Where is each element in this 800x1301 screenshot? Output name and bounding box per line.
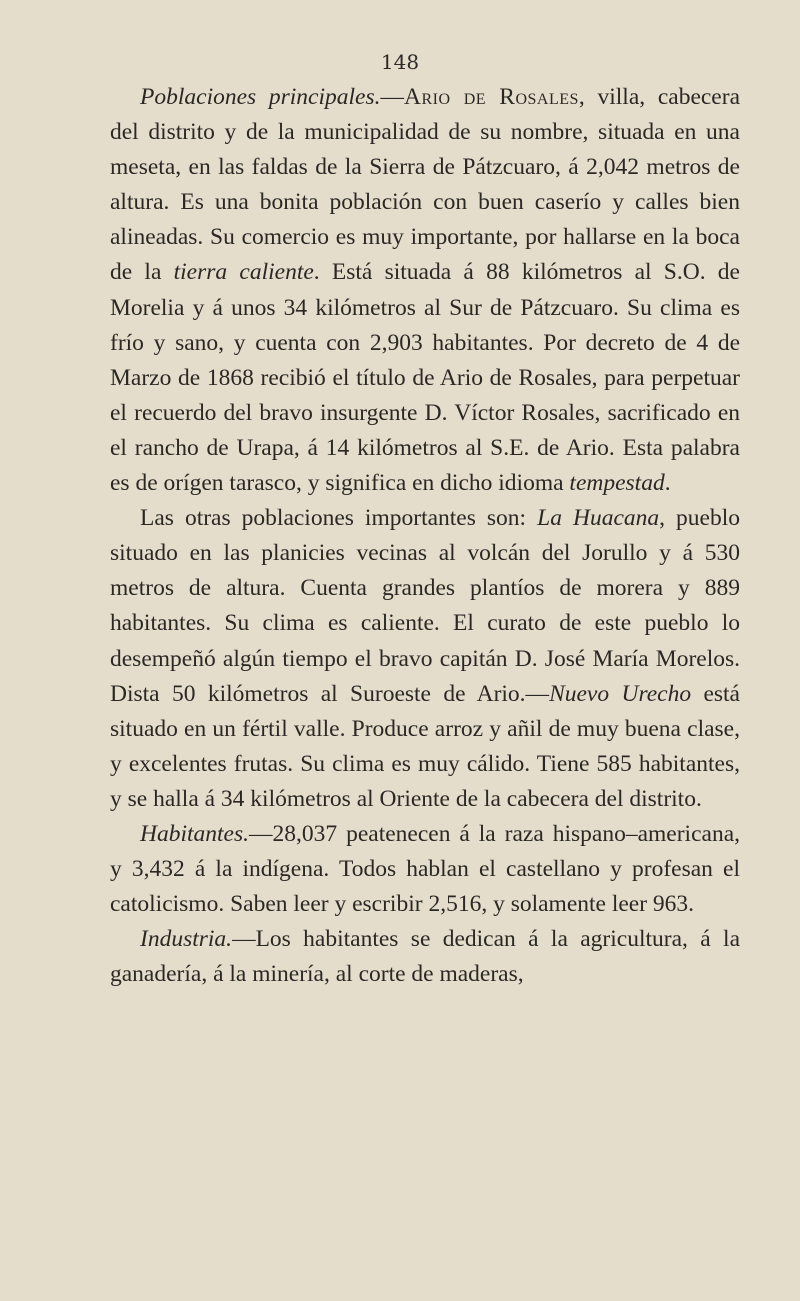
paragraph-text: —28,037 peatenecen á la raza hispano–americana, y 3,432 á la indígena. Todos hablan el castellano y profesan el catolicismo. Saben leer y escribir 2,516, y solamente leer 963. xyxy=(110,820,740,918)
section-heading: Habitantes. xyxy=(140,820,250,847)
paragraph-text: . Está situada á 88 kilómetros al S.O. de Morelia y á unos 34 kilómetros al Sur de Pátzcuaro. Su clima es frío y sano, y cuenta con 2,903 habitantes. Por decreto de 4 de Marzo de 1868 recibió el título de Ario de Rosales, para perpetuar el recuerdo del bravo insurgente D. Víctor Rosales, sacrificado en el rancho de Urapa, á 14 kilómetros al S.E. de Ario. Esta palabra es de orígen tarasco, y significa en dicho idioma xyxy=(110,259,740,497)
section-heading: Poblaciones principales. xyxy=(140,84,381,110)
italic-term: La Huacana xyxy=(537,505,660,532)
italic-term: tempestad xyxy=(569,470,665,497)
em-dash: — xyxy=(380,84,404,110)
italic-term: tierra caliente xyxy=(173,259,314,286)
paragraph-text: , pueblo situado en las planicies vecinas al volcán del Jorullo y á 530 metros de altura. Cuenta grandes plantíos de morera y 889 habitantes. Su clima es caliente. El curato de este pueblo lo desempeñó algún tiempo el bravo capitán D. José María Morelos. Dista 50 kilómetros al Suroeste de Ario.— xyxy=(110,505,740,707)
section-heading: Industria. xyxy=(140,926,233,953)
paragraph-text: está situado en un fértil valle. Produce arroz y añil de muy buena clase, y excelentes frutas. Su clima es muy cálido. Tiene 585 habitantes, y se halla á 34 kilómetros al Oriente de la cabecera del distrito. xyxy=(110,680,740,812)
paragraph-text: . xyxy=(664,470,671,497)
page-number: 148 xyxy=(380,50,420,74)
paragraph-industria xyxy=(110,922,740,992)
italic-term: Nuevo Urecho xyxy=(549,680,692,707)
paragraph-poblaciones xyxy=(110,80,740,501)
place-name: Ario de Rosales xyxy=(404,84,579,110)
body-text xyxy=(110,80,740,992)
paragraph-text: Las otras poblaciones importantes son: xyxy=(140,505,538,532)
paragraph-text: —Los habitantes se dedican á la agricultura, á la ganadería, á la minería, al corte de maderas, xyxy=(110,926,740,988)
paragraph-otras-poblaciones xyxy=(110,501,740,817)
paragraph-habitantes xyxy=(110,817,740,922)
paragraph-text: , villa, cabecera del distrito y de la municipalidad de su nombre, situada en una meseta, en las faldas de la Sierra de Pátzcuaro, á 2,042 metros de altura. Es una bonita población con buen caserío y calles bien alineadas. Su comercio es muy importante, por hallarse en la boca de la xyxy=(110,84,740,286)
